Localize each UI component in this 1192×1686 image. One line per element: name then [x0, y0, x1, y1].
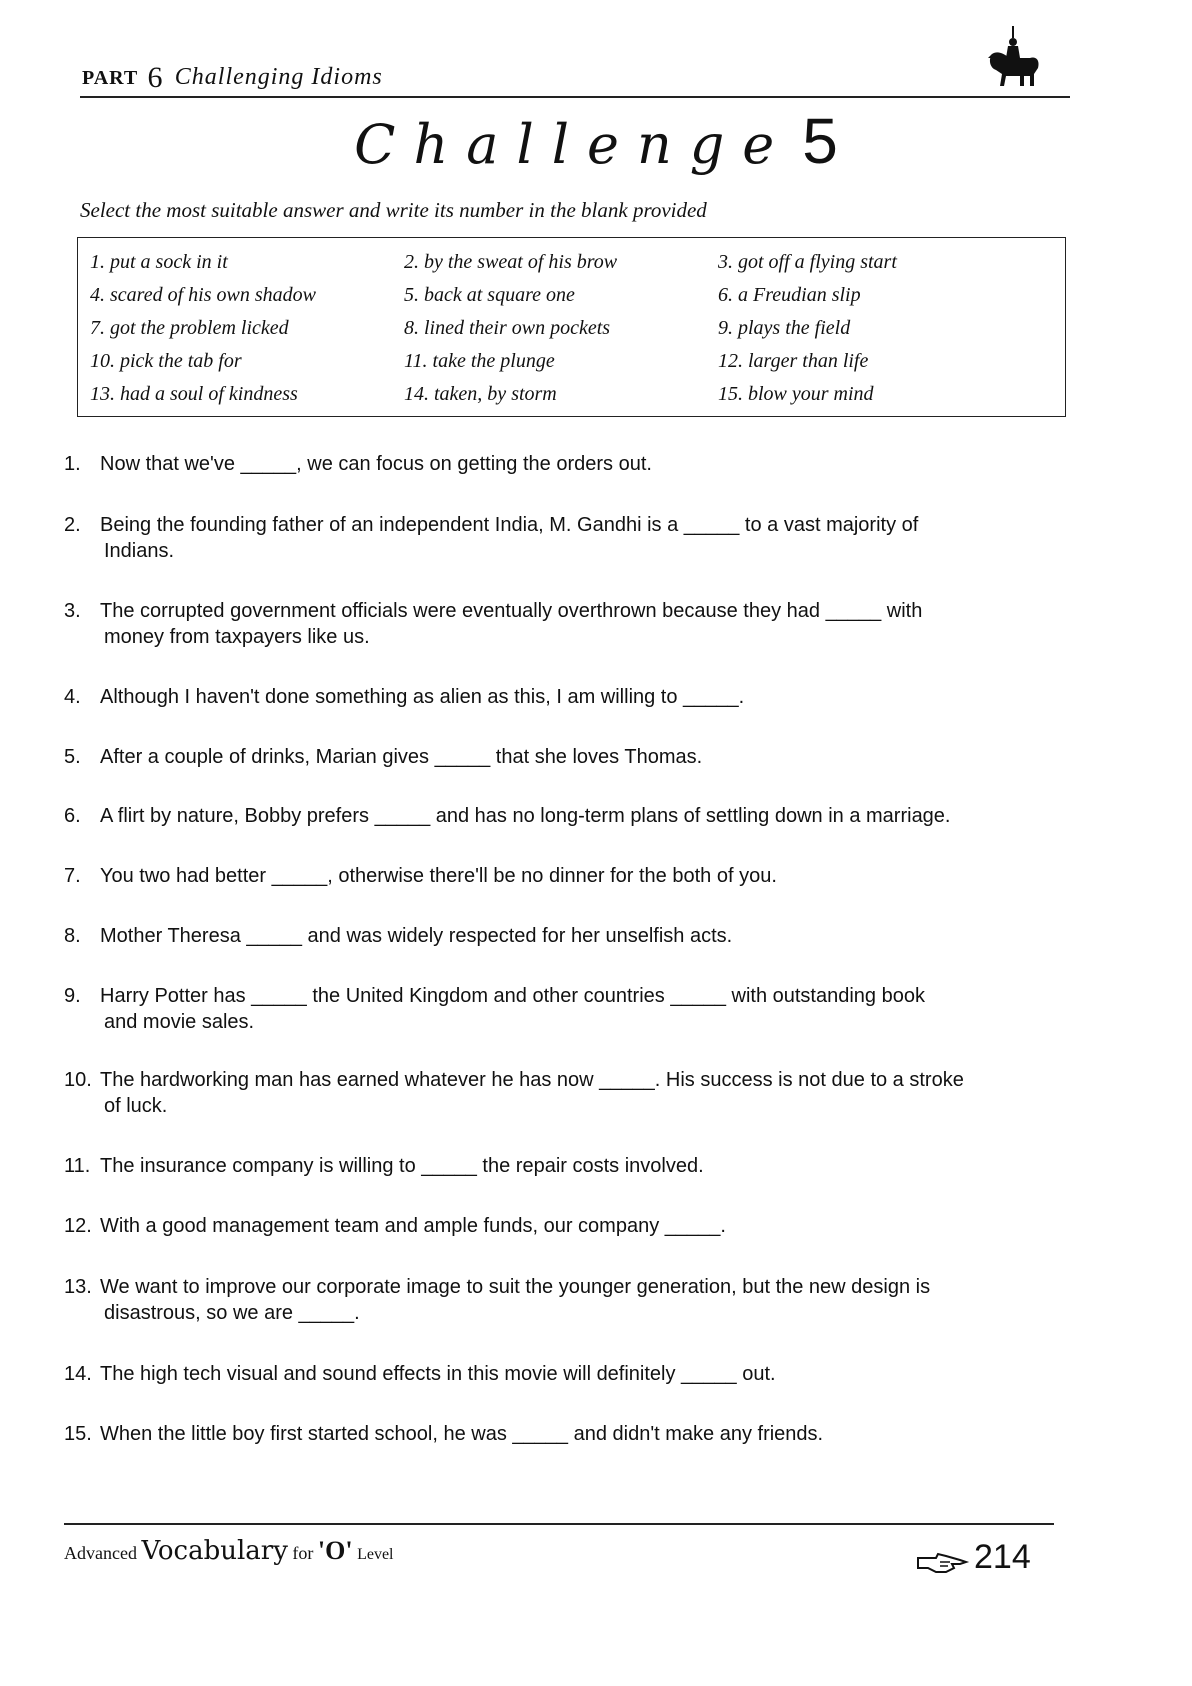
question-text: The corrupted government officials were eventually overthrown because they had _____ with	[100, 600, 923, 622]
question-8	[64, 923, 1074, 949]
book-title-main: Vocabulary	[141, 1536, 288, 1566]
question-number: 12.	[64, 1215, 92, 1237]
question-text: With a good management team and ample funds, our company _____.	[100, 1215, 726, 1237]
question-number: 14.	[64, 1363, 92, 1385]
question-text: Although I haven't done something as alien as this, I am willing to _____.	[100, 686, 745, 708]
question-2	[64, 512, 1074, 564]
page-header	[80, 52, 1070, 98]
question-7	[64, 863, 1074, 889]
question-text: The hardworking man has earned whatever he has now _____. His success is not due to a stroke	[100, 1069, 964, 1091]
book-title-for: for	[292, 1543, 314, 1563]
question-number: 10.	[64, 1069, 92, 1091]
book-title	[64, 1536, 394, 1566]
book-title-level: Level	[357, 1546, 394, 1563]
question-text: Mother Theresa _____ and was widely respected for her unselfish acts.	[100, 925, 733, 947]
question-text: Being the founding father of an independent India, M. Gandhi is a _____ to a vast majority of	[100, 514, 919, 536]
part-label	[82, 58, 383, 92]
option-10: 10. pick the tab for	[90, 350, 242, 372]
question-10	[64, 1067, 1074, 1119]
part-word: PART	[82, 67, 139, 89]
question-number: 15.	[64, 1423, 92, 1445]
question-4	[64, 684, 1074, 710]
question-number: 11.	[64, 1155, 91, 1177]
question-number: 4.	[64, 686, 81, 708]
question-text-continued: money from taxpayers like us.	[104, 626, 370, 648]
part-number: 6	[147, 61, 164, 94]
question-text: You two had better _____, otherwise there'll be no dinner for the both of you.	[100, 865, 777, 887]
question-text-continued: disastrous, so we are _____.	[104, 1302, 360, 1324]
page-number-value: 214	[974, 1538, 1031, 1576]
question-15	[64, 1421, 1074, 1447]
question-text: After a couple of drinks, Marian gives _____ that she loves Thomas.	[100, 746, 703, 768]
question-text: A flirt by nature, Bobby prefers _____ and has no long-term plans of settling down in a marriage.	[100, 805, 951, 827]
question-number: 13.	[64, 1276, 92, 1298]
question-text: Harry Potter has _____ the United Kingdom and other countries _____ with outstanding book	[100, 985, 925, 1007]
option-11: 11. take the plunge	[404, 350, 555, 372]
question-text-continued: Indians.	[104, 540, 175, 562]
challenge-word: Challenge	[354, 113, 793, 176]
challenge-title	[0, 104, 1192, 178]
question-9	[64, 983, 1074, 1035]
question-11	[64, 1153, 1074, 1179]
part-title: Challenging Idioms	[174, 64, 383, 90]
question-13	[64, 1274, 1074, 1326]
option-4: 4. scared of his own shadow	[90, 284, 316, 306]
option-14: 14. taken, by storm	[404, 383, 557, 405]
question-number: 5.	[64, 746, 81, 768]
question-number: 7.	[64, 865, 81, 887]
option-8: 8. lined their own pockets	[404, 317, 611, 339]
question-text: When the little boy first started school, he was _____ and didn't make any friends.	[100, 1423, 824, 1445]
answer-options-box	[77, 237, 1066, 417]
question-1	[64, 451, 1074, 477]
challenge-number: 5	[802, 105, 838, 177]
page-number	[920, 1538, 1031, 1577]
option-5: 5. back at square one	[404, 284, 575, 306]
question-6	[64, 803, 1074, 829]
option-1: 1. put a sock in it	[90, 251, 228, 273]
option-7: 7. got the problem licked	[90, 317, 289, 339]
instructions: Select the most suitable answer and write its number in the blank provided	[80, 198, 707, 222]
question-number: 2.	[64, 514, 81, 536]
question-number: 6.	[64, 805, 81, 827]
option-2: 2. by the sweat of his brow	[404, 251, 618, 273]
book-title-pre: Advanced	[64, 1543, 137, 1563]
question-text: The high tech visual and sound effects in this movie will definitely _____ out.	[100, 1363, 776, 1385]
footer-divider	[64, 1523, 1054, 1525]
knight-on-horse-icon	[984, 24, 1044, 94]
question-text: Now that we've _____, we can focus on getting the orders out.	[100, 453, 652, 475]
option-9: 9. plays the field	[718, 317, 851, 339]
question-number: 9.	[64, 985, 81, 1007]
question-number: 1.	[64, 453, 81, 475]
book-title-o: 'O'	[317, 1536, 353, 1565]
question-14	[64, 1361, 1074, 1387]
question-12	[64, 1213, 1074, 1239]
question-text: We want to improve our corporate image to suit the younger generation, but the new design is	[100, 1276, 931, 1298]
question-3	[64, 598, 1074, 650]
question-5	[64, 744, 1074, 770]
question-text-continued: of luck.	[104, 1095, 168, 1117]
question-number: 8.	[64, 925, 81, 947]
question-text: The insurance company is willing to _____ the repair costs involved.	[100, 1155, 704, 1177]
question-number: 3.	[64, 600, 81, 622]
option-3: 3. got off a flying start	[718, 251, 897, 273]
option-15: 15. blow your mind	[718, 383, 874, 405]
option-12: 12. larger than life	[718, 350, 869, 372]
option-6: 6. a Freudian slip	[718, 284, 861, 306]
option-13: 13. had a soul of kindness	[90, 383, 298, 405]
question-text-continued: and movie sales.	[104, 1011, 255, 1033]
